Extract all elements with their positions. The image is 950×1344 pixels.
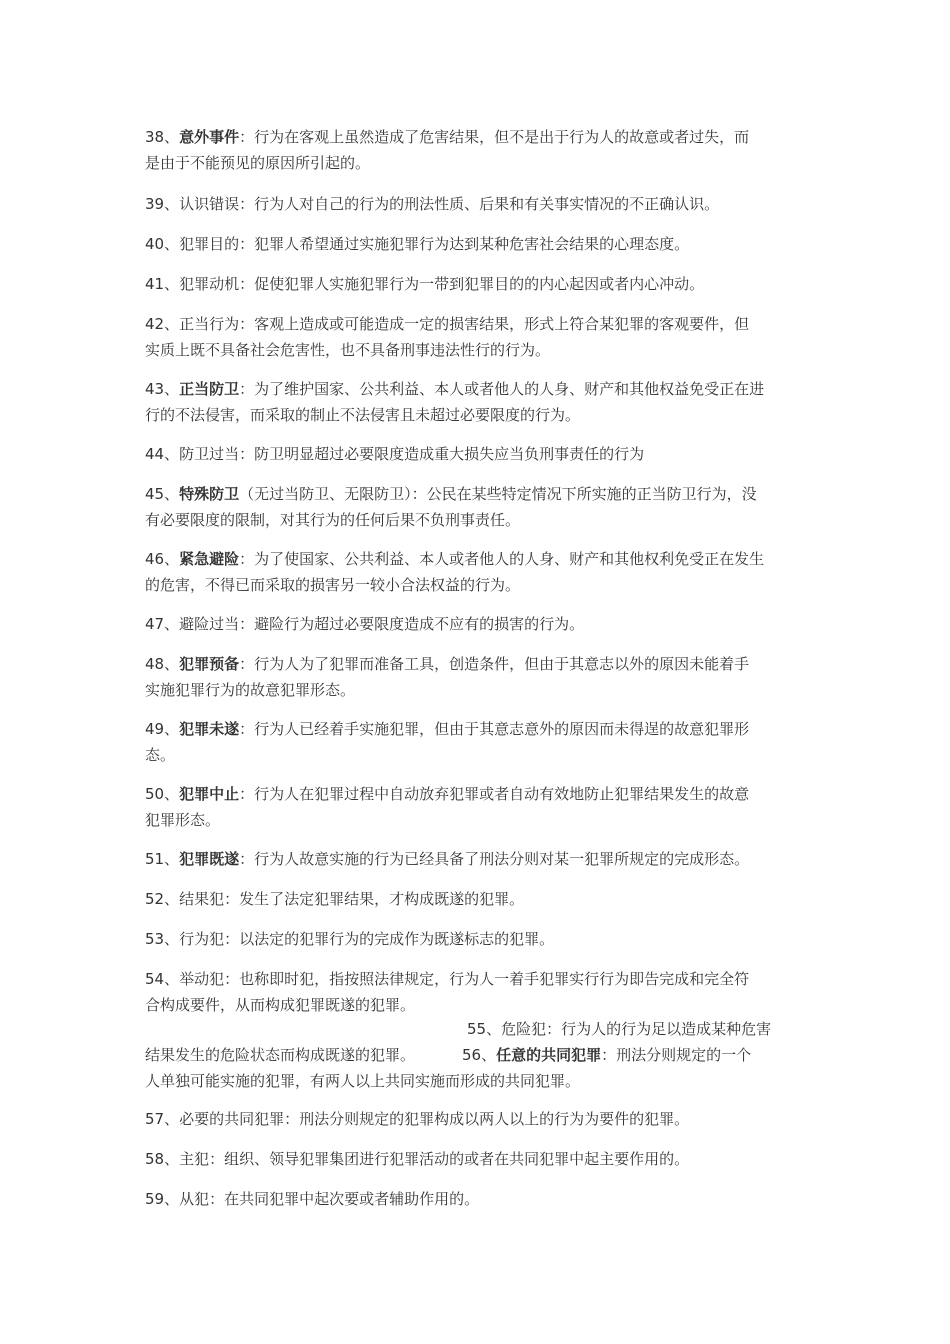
definition-entries-55-56 <box>145 1016 809 1094</box>
entry-term: 行为犯 <box>179 930 225 948</box>
entry-number: 46 <box>145 550 165 568</box>
entry-line <box>145 807 809 833</box>
entry-colon: ： <box>224 970 240 988</box>
entry-line <box>145 311 809 337</box>
entry-separator: 、 <box>164 615 180 633</box>
definition-entry-57 <box>145 1106 809 1132</box>
entry-separator: 、 <box>164 1110 180 1128</box>
entry-line <box>145 781 809 807</box>
entry-number: 50 <box>145 785 165 803</box>
entry-colon: （无过当防卫、无限防卫）： <box>239 485 427 503</box>
entry-definition-text: 合构成要件，从而构成犯罪既遂的犯罪。 <box>145 996 416 1014</box>
entry-colon: ： <box>239 655 255 673</box>
entry-separator: 、 <box>486 1020 502 1038</box>
entry-definition-text: 避险行为超过必要限度造成不应有的损害的行为。 <box>254 615 585 633</box>
entry-separator: 、 <box>164 315 180 333</box>
entry-term: 危险犯 <box>501 1020 547 1038</box>
entry-number: 39 <box>145 195 165 213</box>
entry-colon: ： <box>239 785 255 803</box>
definition-entry-40 <box>145 231 809 257</box>
entry-colon: ： <box>239 275 255 293</box>
entry-term: 犯罪中止 <box>179 785 240 803</box>
entry-colon: ： <box>239 850 255 868</box>
entry-term: 避险过当 <box>179 615 240 633</box>
entry-line <box>145 651 809 677</box>
entry-definition-text: 结果发生的危险状态而构成既遂的犯罪。 <box>145 1046 416 1064</box>
entry-line <box>145 376 809 402</box>
entry-definition-text: 行为人故意实施的行为已经具备了刑法分则对某一犯罪所规定的完成形态。 <box>254 850 750 868</box>
entry-separator: 、 <box>164 970 180 988</box>
entry-number: 58 <box>145 1150 165 1168</box>
entry-term: 防卫过当 <box>179 445 240 463</box>
entry-definition-text: 行为人在犯罪过程中自动放弃犯罪或者自动有效地防止犯罪结果发生的故意 <box>254 785 750 803</box>
entry-definition-text: 发生了法定犯罪结果，才构成既遂的犯罪。 <box>239 890 525 908</box>
entry-term: 任意的共同犯罪 <box>496 1046 602 1064</box>
entry-line <box>145 926 809 952</box>
entry-definition-text: 人单独可能实施的犯罪，有两人以上共同实施而形成的共同犯罪。 <box>145 1072 581 1090</box>
entry-term: 犯罪预备 <box>179 655 240 673</box>
entry-colon: ： <box>239 445 255 463</box>
entry-number: 43 <box>145 380 165 398</box>
entry-line <box>145 441 809 467</box>
entry-definition-text: 刑法分则规定的一个 <box>616 1046 752 1064</box>
entry-definition-text: 防卫明显超过必要限度造成重大损失应当负刑事责任的行为 <box>254 445 645 463</box>
entry-definition-text: 是由于不能预见的原因所引起的。 <box>145 154 371 172</box>
entry-separator: 、 <box>164 785 180 803</box>
entry-separator: 、 <box>164 380 180 398</box>
entry-term: 正当行为 <box>179 315 240 333</box>
entry-term: 特殊防卫 <box>179 485 240 503</box>
definition-entry-51 <box>145 846 809 872</box>
entry-separator: 、 <box>164 235 180 253</box>
entry-number: 54 <box>145 970 165 988</box>
entry-term: 紧急避险 <box>179 550 240 568</box>
entry-term: 犯罪目的 <box>179 235 240 253</box>
entry-term: 正当防卫 <box>179 380 240 398</box>
entry-line <box>145 1042 809 1068</box>
entry-separator: 、 <box>164 550 180 568</box>
entry-term: 犯罪未遂 <box>179 720 240 738</box>
entry-term: 必要的共同犯罪 <box>179 1110 285 1128</box>
entry-line <box>145 481 809 507</box>
entry-term: 结果犯 <box>179 890 225 908</box>
definition-entry-38 <box>145 124 809 176</box>
definition-entry-47 <box>145 611 809 637</box>
entry-separator: 、 <box>164 195 180 213</box>
entry-definition-text: 客观上造成或可能造成一定的损害结果，形式上符合某犯罪的客观要件，但 <box>254 315 750 333</box>
definition-entry-45 <box>145 481 809 533</box>
entry-definition-text: 为了使国家、公共利益、本人或者他人的人身、财产和其他权利免受正在发生 <box>254 550 765 568</box>
entry-term: 举动犯 <box>179 970 225 988</box>
definition-entry-46 <box>145 546 809 598</box>
entry-separator: 、 <box>164 655 180 673</box>
entry-number: 47 <box>145 615 165 633</box>
definition-entry-50 <box>145 781 809 833</box>
entry-colon: ： <box>224 930 240 948</box>
entry-separator: 、 <box>164 485 180 503</box>
entry-term: 认识错误 <box>179 195 240 213</box>
entry-colon: ： <box>209 1190 225 1208</box>
entry-term: 犯罪动机 <box>179 275 240 293</box>
entry-definition-text: 犯罪形态。 <box>145 811 221 829</box>
entry-definition-text: 行的不法侵害，而采取的制止不法侵害且未超过必要限度的行为。 <box>145 406 581 424</box>
entry-colon: ： <box>224 890 240 908</box>
entry-separator: 、 <box>164 850 180 868</box>
entry-line <box>145 572 809 598</box>
entry-number: 55 <box>467 1020 487 1038</box>
entry-line <box>145 677 809 703</box>
entry-line <box>145 546 809 572</box>
entry-definition-text: 的危害，不得已而采取的损害另一较小合法权益的行为。 <box>145 576 521 594</box>
entry-term: 意外事件 <box>179 128 240 146</box>
entry-line <box>145 271 809 297</box>
entry-colon: ： <box>239 315 255 333</box>
entry-colon: ： <box>239 720 255 738</box>
entry-term: 犯罪既遂 <box>179 850 240 868</box>
entry-line <box>145 150 809 176</box>
entry-definition-text: 行为人为了犯罪而准备工具，创造条件，但由于其意志以外的原因未能着手 <box>254 655 750 673</box>
entry-line <box>145 716 809 742</box>
entry-definition-text: 态。 <box>145 746 176 764</box>
entry-line <box>145 742 809 768</box>
entry-number: 44 <box>145 445 165 463</box>
entry-number: 45 <box>145 485 165 503</box>
entry-separator: 、 <box>164 930 180 948</box>
entry-definition-text: 行为在客观上虽然造成了危害结果，但不是出于行为人的故意或者过失，而 <box>254 128 750 146</box>
entry-line <box>145 1186 809 1212</box>
entry-number: 40 <box>145 235 165 253</box>
entry-term: 从犯 <box>179 1190 210 1208</box>
entry-definition-text: 组织、领导犯罪集团进行犯罪活动的或者在共同犯罪中起主要作用的。 <box>224 1150 690 1168</box>
entry-line <box>145 611 809 637</box>
entry-number: 51 <box>145 850 165 868</box>
definition-entry-41 <box>145 271 809 297</box>
entry-colon: ： <box>601 1046 617 1064</box>
definition-entry-39 <box>145 191 809 217</box>
entry-colon: ： <box>209 1150 225 1168</box>
entry-line <box>145 1068 809 1094</box>
entry-line <box>145 966 809 992</box>
entry-line <box>145 231 809 257</box>
entry-definition-text: 为了维护国家、公共利益、本人或者他人的人身、财产和其他权益免受正在进 <box>254 380 765 398</box>
entry-definition-text: 实施犯罪行为的故意犯罪形态。 <box>145 681 356 699</box>
entry-line <box>145 846 809 872</box>
entry-number: 59 <box>145 1190 165 1208</box>
entry-term: 主犯 <box>179 1150 210 1168</box>
entry-definition-text: 行为人已经着手实施犯罪，但由于其意志意外的原因而未得逞的故意犯罪形 <box>254 720 750 738</box>
entry-number: 53 <box>145 930 165 948</box>
entry-line <box>145 191 809 217</box>
entry-number: 41 <box>145 275 165 293</box>
entry-number: 57 <box>145 1110 165 1128</box>
entry-separator: 、 <box>164 275 180 293</box>
entry-definition-text: 促使犯罪人实施犯罪行为一带到犯罪目的的内心起因或者内心冲动。 <box>254 275 705 293</box>
entry-number: 52 <box>145 890 165 908</box>
entry-separator: 、 <box>164 445 180 463</box>
entry-line <box>145 402 809 428</box>
entry-line <box>145 1106 809 1132</box>
entry-line <box>145 992 809 1018</box>
entry-separator: 、 <box>164 1190 180 1208</box>
entry-definition-text: 行为人对自己的行为的刑法性质、后果和有关事实情况的不正确认识。 <box>254 195 720 213</box>
entry-line <box>145 886 809 912</box>
entry-colon: ： <box>284 1110 300 1128</box>
entry-number: 38 <box>145 128 165 146</box>
definition-entry-58 <box>145 1146 809 1172</box>
definition-entry-59 <box>145 1186 809 1212</box>
entry-colon: ： <box>239 128 255 146</box>
entry-separator: 、 <box>164 1150 180 1168</box>
entry-separator: 、 <box>164 890 180 908</box>
entry-line <box>145 507 809 533</box>
entry-definition-text: 行为人的行为足以造成某种危害 <box>561 1020 772 1038</box>
entry-number: 42 <box>145 315 165 333</box>
definition-entry-43 <box>145 376 809 428</box>
entry-separator: 、 <box>164 720 180 738</box>
entry-definition-text: 也称即时犯，指按照法律规定，行为人一着手犯罪实行行为即告完成和完全符 <box>239 970 750 988</box>
entry-line <box>145 337 809 363</box>
definition-entry-49 <box>145 716 809 768</box>
entry-colon: ： <box>546 1020 562 1038</box>
entry-colon: ： <box>239 235 255 253</box>
entry-colon: ： <box>239 195 255 213</box>
definition-entry-42 <box>145 311 809 363</box>
definition-entry-52 <box>145 886 809 912</box>
entry-colon: ： <box>239 615 255 633</box>
entry-line <box>145 1016 809 1042</box>
entry-definition-text: 以法定的犯罪行为的完成作为既遂标志的犯罪。 <box>239 930 555 948</box>
entry-colon: ： <box>239 380 255 398</box>
entry-definition-text: 在共同犯罪中起次要或者辅助作用的。 <box>224 1190 480 1208</box>
entry-definition-text: 刑法分则规定的犯罪构成以两人以上的行为为要件的犯罪。 <box>299 1110 690 1128</box>
entry-colon: ： <box>239 550 255 568</box>
entry-definition-text: 公民在某些特定情况下所实施的正当防卫行为，没 <box>426 485 757 503</box>
entry-definition-text: 犯罪人希望通过实施犯罪行为达到某种危害社会结果的心理态度。 <box>254 235 690 253</box>
definition-entry-48 <box>145 651 809 703</box>
entry-line <box>145 1146 809 1172</box>
definition-entry-44 <box>145 441 809 467</box>
entry-separator: 、 <box>481 1046 497 1064</box>
definition-entry-54 <box>145 966 809 1018</box>
entry-definition-text: 有必要限度的限制，对其行为的任何后果不负刑事责任。 <box>145 511 521 529</box>
entry-line <box>145 124 809 150</box>
entry-number: 49 <box>145 720 165 738</box>
entry-number: 56 <box>462 1046 482 1064</box>
entry-separator: 、 <box>164 128 180 146</box>
entry-definition-text: 实质上既不具备社会危害性，也不具备刑事违法性行的行为。 <box>145 341 551 359</box>
entry-number: 48 <box>145 655 165 673</box>
definition-entry-53 <box>145 926 809 952</box>
